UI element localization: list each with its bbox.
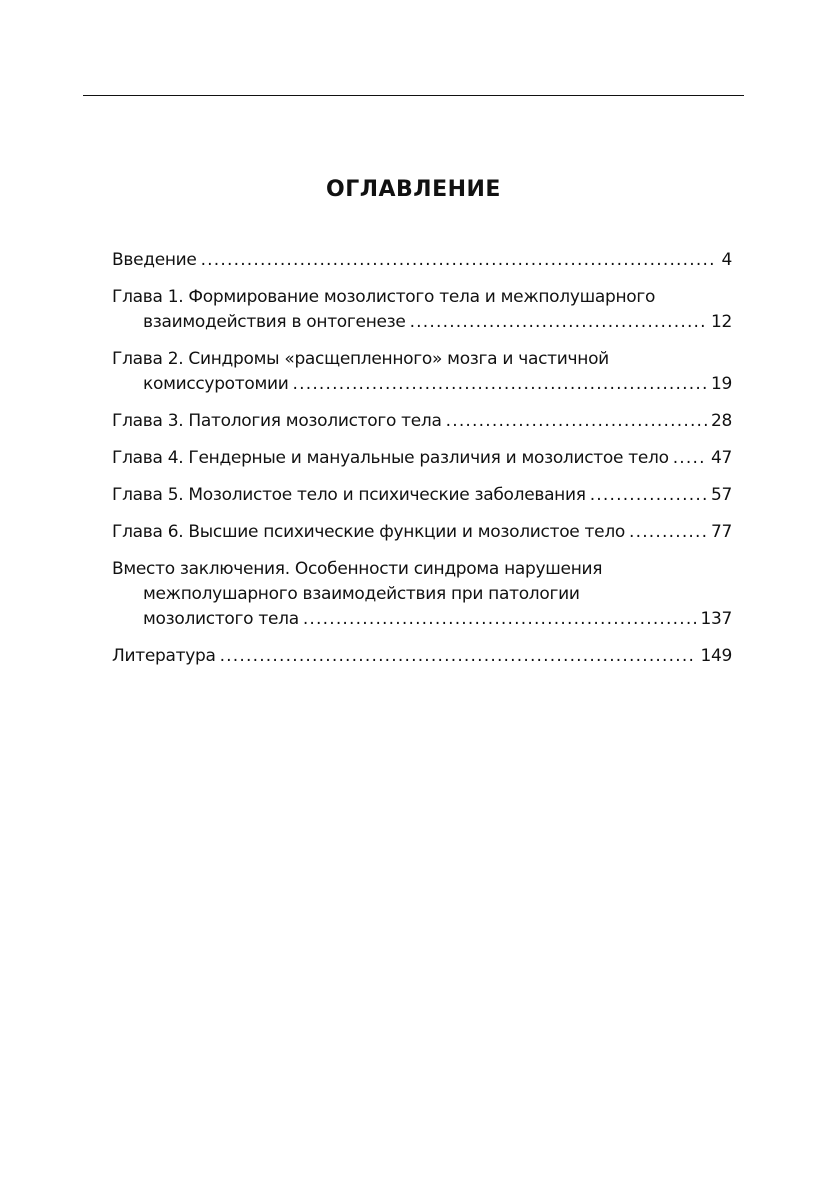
dot-leader [303,607,697,632]
toc-page-number: 57 [710,485,732,505]
toc-entry-chapter-5[interactable] [112,483,732,508]
toc-page-number: 4 [721,250,732,270]
page-title: ОГЛАВЛЕНИЕ [326,177,501,202]
header-rule [83,95,744,96]
toc-entry-title: Глава 1. Формирование мозолистого тела и межполушарного [112,287,656,307]
toc-entry-chapter-4[interactable] [112,446,732,471]
toc-entry-title-continued: комиссуротомии [143,374,289,394]
toc-page-number: 12 [710,312,732,332]
toc-entry-title-continued: взаимодействия в онтогенезе [143,312,406,332]
toc-entry-title: Глава 2. Синдромы «расщепленного» мозга и частичной [112,349,609,369]
toc-entry-title-continued: мозолистого тела [143,609,299,629]
toc-page-number: 19 [710,374,732,394]
toc-entry-title: Глава 3. Патология мозолистого тела [112,411,442,431]
dot-leader [590,483,707,508]
dot-leader [673,446,707,471]
toc-entry-chapter-6[interactable] [112,520,732,545]
table-of-contents [112,248,732,681]
dot-leader [220,644,697,669]
toc-entry-title: Глава 4. Гендерные и мануальные различия и мозолистое тело [112,448,669,468]
toc-entry-chapter-2[interactable] [112,347,732,397]
dot-leader [293,372,707,397]
toc-entry-chapter-3[interactable] [112,409,732,434]
dot-leader [410,310,707,335]
toc-entry-title: Введение [112,250,197,270]
toc-entry-title: Глава 5. Мозолистое тело и психические заболевания [112,485,586,505]
toc-entry-chapter-1[interactable] [112,285,732,335]
toc-entry-title: Литература [112,646,216,666]
toc-entry-conclusion[interactable] [112,557,732,632]
toc-page-number: 149 [700,646,732,666]
toc-entry-title: Вместо заключения. Особенности синдрома нарушения [112,559,603,579]
toc-page-number: 77 [710,522,732,542]
toc-page-number: 28 [710,411,732,431]
dot-leader [446,409,707,434]
toc-page-number: 47 [710,448,732,468]
dot-leader [629,520,707,545]
toc-entry-title-continued: межполушарного взаимодействия при патологии [143,584,580,604]
toc-page-number: 137 [700,609,732,629]
toc-entry-title: Глава 6. Высшие психические функции и мозолистое тело [112,522,625,542]
toc-entry-references[interactable] [112,644,732,669]
toc-entry-introduction[interactable] [112,248,732,273]
dot-leader [201,248,718,273]
